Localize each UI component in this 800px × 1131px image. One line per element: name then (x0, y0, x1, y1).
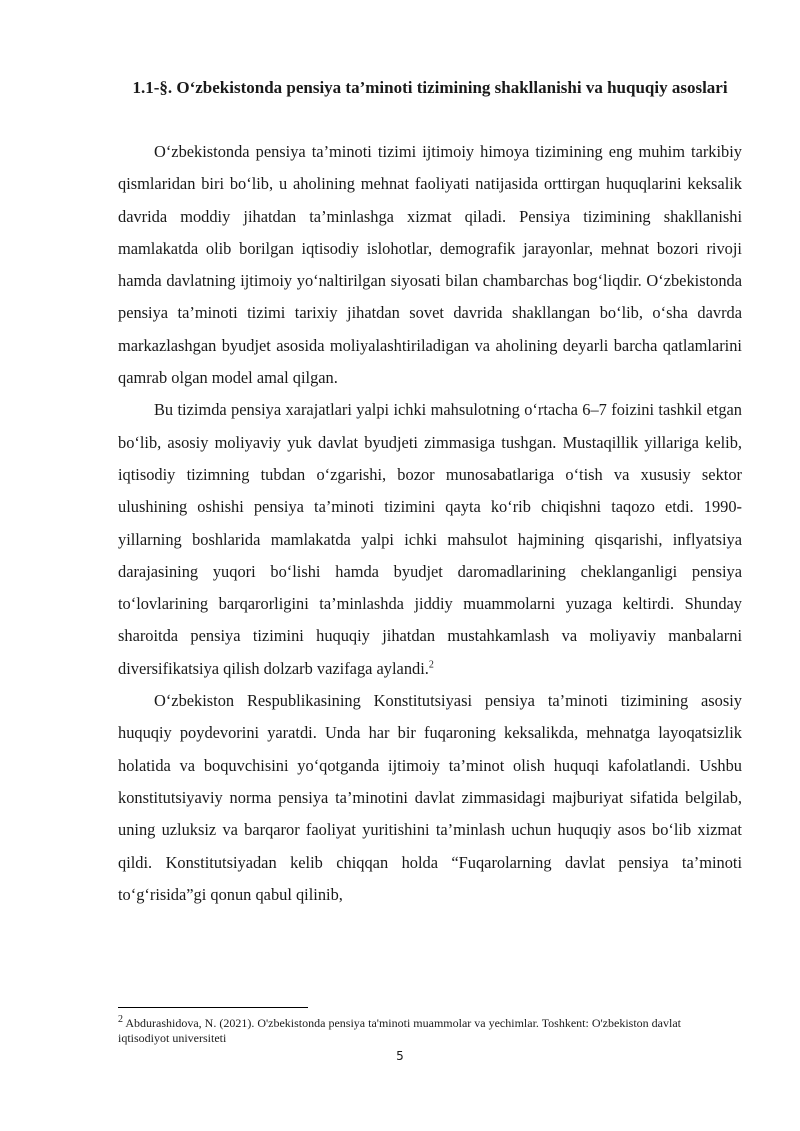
paragraph-3 (118, 685, 742, 911)
paragraph-2-text: Bu tizimda pensiya xarajatlari yalpi ichki mahsulotning o‘rtacha 6–7 foizini tashkil etgan bo‘lib, asosiy moliyaviy yuk davlat byudjeti zimmasiga tushgan. Mustaqillik yillariga kelib, iqtisodiy tizimning tubdan o‘zgarishi, bozor munosabatlariga o‘tish va xususiy sektor ulushining oshishi pensiya ta’minoti tizimini qayta ko‘rib chiqishni taqozo etdi. 1990-yillarning boshlarida mamlakatda yalpi ichki mahsulot hajmining qisqarishi, inflyatsiya darajasining yuqori bo‘lishi hamda byudjet daromadlarining cheklanganligi pensiya to‘lovlarining barqarorligini ta’minlashda jiddiy muammolarni yuzaga keltirdi. Shunday sharoitda pensiya tizimini huquqiy jihatdan mustahkamlash va moliyaviy manbalarni diversifikatsiya qilish dolzarb vazifaga aylandi. (118, 400, 742, 678)
footnote-mark: 2 (118, 1014, 123, 1025)
paragraph-1 (118, 136, 742, 394)
footnote-divider (118, 1007, 308, 1008)
page-number: 5 (396, 1049, 404, 1063)
paragraph-3-text: O‘zbekiston Respublikasining Konstitutsiyasi pensiya ta’minoti tizimining asosiy huquqiy poydevorini yaratdi. Unda har bir fuqaroning keksalikda, mehnatga layoqatsizlik holatida va boquvchisini yo‘qotganda ijtimoiy ta’minot olish huquqi kafolatlandi. Ushbu konstitutsiyaviy norma pensiya ta’minotini davlat zimmasidagi majburiyat sifatida belgilab, uning uzluksiz va barqaror faoliyat yuritishini ta’minlash uchun huquqiy asos bo‘lib xizmat qildi. Konstitutsiyadan kelib chiqqan holda “Fuqarolarning davlat pensiya ta’minoti to‘g‘risida”gi qonun qabul qilinib, (118, 691, 742, 904)
body-text (118, 136, 742, 911)
footnote-text: Abdurashidova, N. (2021). O'zbekistonda pensiya ta'minoti muammolar va yechimlar. Toshkent: O'zbekiston davlat iqtisodiyot universiteti (118, 1016, 681, 1045)
paragraph-2 (118, 394, 742, 685)
footnote (118, 1016, 728, 1046)
footnote-ref[interactable]: 2 (428, 659, 434, 671)
section-heading: 1.1-§. O‘zbekistonda pensiya ta’minoti tizimining shakllanishi va huquqiy asoslari (132, 78, 728, 97)
paragraph-1-text: O‘zbekistonda pensiya ta’minoti tizimi ijtimoiy himoya tizimining eng muhim tarkibiy qismlaridan biri bo‘lib, u aholining mehnat faoliyati natijasida orttirgan huquqlarini keksalik davrida moddiy jihatdan ta’minlashga xizmat qiladi. Pensiya tizimining shakllanishi mamlakatda olib borilgan iqtisodiy islohotlar, demografik jarayonlar, mehnat bozori rivoji hamda davlatning ijtimoiy yo‘naltirilgan siyosati bilan chambarchas bog‘liqdir. O‘zbekistonda pensiya ta’minoti tizimi tarixiy jihatdan sovet davrida shakllangan bo‘lib, o‘sha davrda markazlashgan byudjet asosida moliyalashtiriladigan va aholining deyarli barcha qatlamlarini qamrab olgan model amal qilgan. (118, 142, 742, 388)
